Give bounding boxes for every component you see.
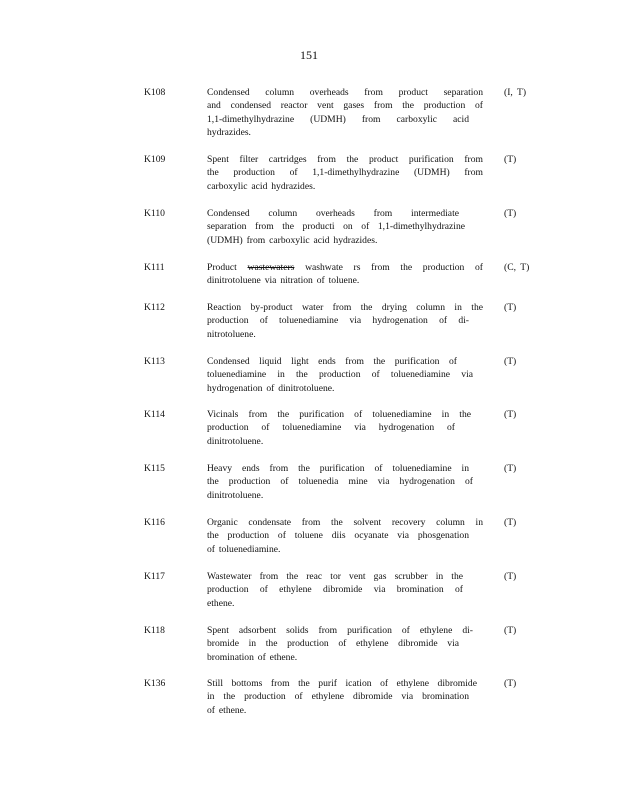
waste-code: K116 <box>144 517 165 528</box>
description-line: (UDMH) from carboxylic acid hydrazides. <box>207 234 378 246</box>
description-line: dinitrotoluene via nitration of toluene. <box>207 275 360 287</box>
waste-description <box>207 86 483 140</box>
description-line: production of toluenediamine via hydrogenation of <box>207 422 455 434</box>
description-prefix: Product <box>207 262 237 273</box>
waste-code: K110 <box>144 208 165 219</box>
page-number: 151 <box>300 48 318 62</box>
waste-code: K111 <box>144 262 165 273</box>
waste-code: K114 <box>144 409 165 420</box>
description-line: Wastewater from the reac tor vent gas scrubber in the <box>207 571 463 582</box>
description-line: carboxylic acid hydrazides. <box>207 180 316 192</box>
waste-code: K108 <box>144 87 166 98</box>
description-line: dinitrotoluene. <box>207 435 264 447</box>
description-line: 1,1-dimethylhydrazine (UDMH) from carboxylic acid <box>207 113 469 125</box>
description-line: Condensed liquid light ends from the purification of <box>207 356 457 367</box>
waste-description <box>207 516 483 556</box>
waste-description <box>207 677 483 717</box>
waste-code: K115 <box>144 463 165 474</box>
description-line: ethene. <box>207 597 235 609</box>
waste-description <box>207 153 483 193</box>
description-line: Reaction by-product water from the drying column in the <box>207 302 483 313</box>
waste-description <box>207 624 483 664</box>
hazard-code: (I, T) <box>504 87 527 98</box>
hazard-code: (T) <box>504 678 517 689</box>
description-line: Heavy ends from the purification of toluenediamine in <box>207 463 469 474</box>
waste-description <box>207 408 483 448</box>
description-line: nitrotoluene. <box>207 328 256 340</box>
waste-description <box>207 261 483 288</box>
hazard-code: (T) <box>504 302 517 313</box>
description-line: Vicinals from the purification of toluenediamine in the <box>207 409 471 420</box>
description-line: Condensed column overheads from product separation <box>207 87 483 98</box>
hazard-code: (C, T) <box>504 262 530 273</box>
hazard-code: (T) <box>504 571 517 582</box>
description-line: production of ethylene dibromide via bromination of <box>207 584 463 596</box>
hazard-code: (T) <box>504 356 517 367</box>
hazard-code: (T) <box>504 208 517 219</box>
description-line: Condensed column overheads from intermediate <box>207 208 459 219</box>
description-line: in the production of ethylene dibromide via bromination <box>207 691 469 703</box>
waste-description <box>207 570 483 610</box>
description-line: and condensed reactor vent gases from the production of <box>207 100 483 112</box>
description-line: Spent filter cartridges from the product purification from <box>207 154 483 165</box>
waste-code: K109 <box>144 154 166 165</box>
hazard-code: (T) <box>504 517 517 528</box>
description-line: dinitrotoluene. <box>207 489 264 501</box>
waste-code: K112 <box>144 302 165 313</box>
description-line: the production of toluene diis ocyanate via phosgenation <box>207 530 469 542</box>
description-line: bromination of ethene. <box>207 651 298 663</box>
description-line: Spent adsorbent solids from purification of ethylene di- <box>207 625 473 636</box>
waste-description <box>207 462 483 502</box>
description-line: the production of 1,1-dimethylhydrazine (UDMH) from <box>207 167 483 179</box>
description-line: hydrogenation of dinitrotoluene. <box>207 382 335 394</box>
description-line: of toluenediamine. <box>207 543 281 555</box>
description-line: hydrazides. <box>207 127 251 139</box>
description-line: bromide in the production of ethylene dibromide via <box>207 638 459 650</box>
hazard-code: (T) <box>504 625 517 636</box>
description-suffix: washwate rs from the production of <box>305 262 483 273</box>
description-line: Still bottoms from the purif ication of ethylene dibromide <box>207 678 477 689</box>
hazard-code: (T) <box>504 463 517 474</box>
struck-text: wastewaters <box>247 262 295 273</box>
description-line: production of toluenediamine via hydrogenation of di- <box>207 315 469 327</box>
waste-description <box>207 207 483 247</box>
waste-description <box>207 301 483 341</box>
waste-code: K118 <box>144 625 165 636</box>
description-line: separation from the producti on of 1,1-dimethylhydrazine <box>207 221 465 233</box>
description-line <box>207 261 483 274</box>
hazard-code: (T) <box>504 409 517 420</box>
waste-code: K113 <box>144 356 165 367</box>
description-line: Organic condensate from the solvent recovery column in <box>207 517 483 528</box>
hazard-code: (T) <box>504 154 517 165</box>
description-line: of ethene. <box>207 704 247 716</box>
waste-code: K117 <box>144 571 165 582</box>
waste-code: K136 <box>144 678 166 689</box>
description-line: toluenediamine in the production of toluenediamine via <box>207 369 473 381</box>
waste-description <box>207 355 483 395</box>
description-line: the production of toluenedia mine via hydrogenation of <box>207 476 473 488</box>
